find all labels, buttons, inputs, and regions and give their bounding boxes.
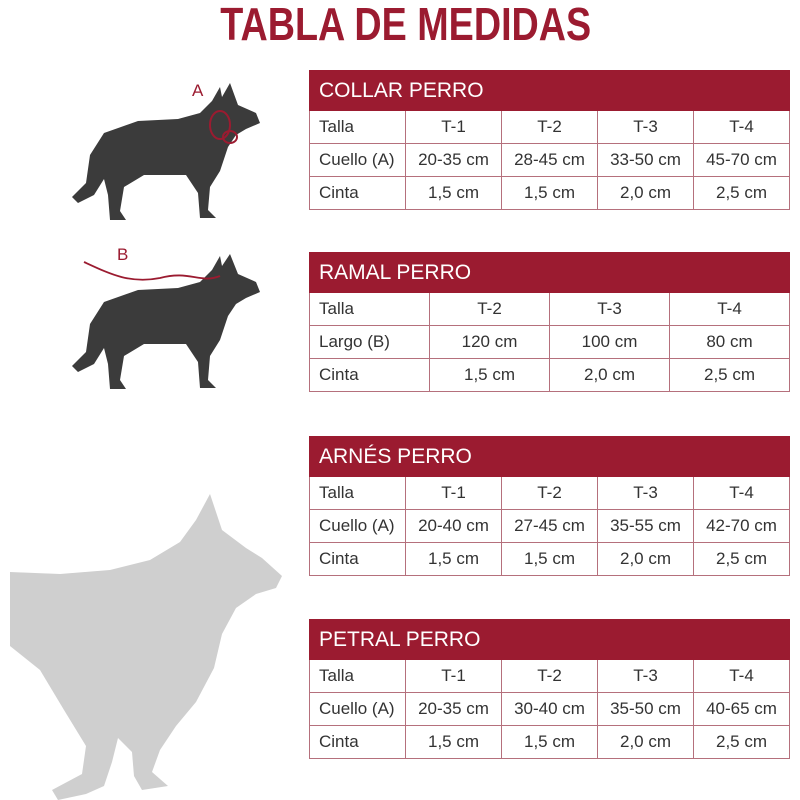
table-cell: T-1: [406, 477, 502, 510]
row-label: Cinta: [310, 177, 406, 210]
table-cell: 1,5 cm: [406, 543, 502, 576]
table-row: [310, 477, 790, 510]
table-cell: 27-45 cm: [502, 510, 598, 543]
table-cell: 42-70 cm: [694, 510, 790, 543]
row-label: Cuello (A): [310, 693, 406, 726]
row-label: Talla: [310, 293, 430, 326]
dog-silhouette-icon: [10, 494, 282, 800]
table-row: [310, 359, 790, 392]
table-cell: 1,5 cm: [430, 359, 550, 392]
dog-silhouette-icon: [72, 83, 260, 220]
table-cell: 100 cm: [550, 326, 670, 359]
table-cell: 35-50 cm: [598, 693, 694, 726]
table-cell: T-3: [598, 477, 694, 510]
table-cell: T-1: [406, 660, 502, 693]
table-cell: T-2: [502, 477, 598, 510]
table-row: [310, 326, 790, 359]
table-cell: 2,5 cm: [694, 726, 790, 759]
table-cell: 33-50 cm: [598, 144, 694, 177]
leash-line-icon: [84, 262, 220, 280]
table-row: [310, 726, 790, 759]
table-row: [310, 660, 790, 693]
row-label: Talla: [310, 660, 406, 693]
table-cell: 1,5 cm: [502, 177, 598, 210]
table-cell: T-3: [598, 111, 694, 144]
collar-size-table: [309, 70, 790, 210]
table-cell: T-2: [502, 111, 598, 144]
table-cell: 2,0 cm: [598, 177, 694, 210]
leash-size-table: [309, 252, 790, 392]
dog-silhouette-icon: [72, 254, 260, 389]
table-cell: 20-40 cm: [406, 510, 502, 543]
table-cell: 28-45 cm: [502, 144, 598, 177]
table-cell: 1,5 cm: [502, 543, 598, 576]
table-title: COLLAR PERRO: [310, 71, 790, 111]
table-cell: T-4: [694, 660, 790, 693]
row-label: Largo (B): [310, 326, 430, 359]
table-cell: 1,5 cm: [406, 177, 502, 210]
table-cell: 30-40 cm: [502, 693, 598, 726]
table-cell: T-2: [430, 293, 550, 326]
table-cell: 120 cm: [430, 326, 550, 359]
table-title: PETRAL PERRO: [310, 620, 790, 660]
dog-collar-diagram: [60, 75, 280, 230]
table-row: [310, 693, 790, 726]
table-cell: 20-35 cm: [406, 693, 502, 726]
table-cell: 2,0 cm: [598, 726, 694, 759]
row-label: Cinta: [310, 359, 430, 392]
table-cell: 2,5 cm: [694, 177, 790, 210]
table-row: [310, 293, 790, 326]
dog-harness-silhouette: [0, 490, 290, 800]
row-label: Cinta: [310, 726, 406, 759]
table-cell: 1,5 cm: [406, 726, 502, 759]
table-cell: T-2: [502, 660, 598, 693]
row-label: Cinta: [310, 543, 406, 576]
chest-harness-size-table: [309, 619, 790, 759]
table-cell: 40-65 cm: [694, 693, 790, 726]
table-title: ARNÉS PERRO: [310, 437, 790, 477]
table-cell: 2,5 cm: [694, 543, 790, 576]
table-cell: T-1: [406, 111, 502, 144]
row-label: Cuello (A): [310, 510, 406, 543]
table-cell: T-4: [694, 111, 790, 144]
measure-label-b: B: [117, 245, 129, 264]
table-cell: 20-35 cm: [406, 144, 502, 177]
table-cell: T-4: [670, 293, 790, 326]
row-label: Talla: [310, 111, 406, 144]
table-cell: T-3: [598, 660, 694, 693]
table-cell: T-4: [694, 477, 790, 510]
row-label: Talla: [310, 477, 406, 510]
table-cell: 2,5 cm: [670, 359, 790, 392]
table-row: [310, 543, 790, 576]
table-cell: 2,0 cm: [550, 359, 670, 392]
table-row: [310, 111, 790, 144]
table-cell: 80 cm: [670, 326, 790, 359]
row-label: Cuello (A): [310, 144, 406, 177]
table-cell: T-3: [550, 293, 670, 326]
page-title: TABLA DE MEDIDAS: [220, 0, 592, 50]
table-cell: 45-70 cm: [694, 144, 790, 177]
table-title: RAMAL PERRO: [310, 253, 790, 293]
table-row: [310, 510, 790, 543]
dog-leash-diagram: [60, 240, 280, 395]
table-row: [310, 177, 790, 210]
table-cell: 1,5 cm: [502, 726, 598, 759]
table-cell: 2,0 cm: [598, 543, 694, 576]
harness-size-table: [309, 436, 790, 576]
measure-label-a: A: [192, 81, 204, 100]
table-row: [310, 144, 790, 177]
table-cell: 35-55 cm: [598, 510, 694, 543]
